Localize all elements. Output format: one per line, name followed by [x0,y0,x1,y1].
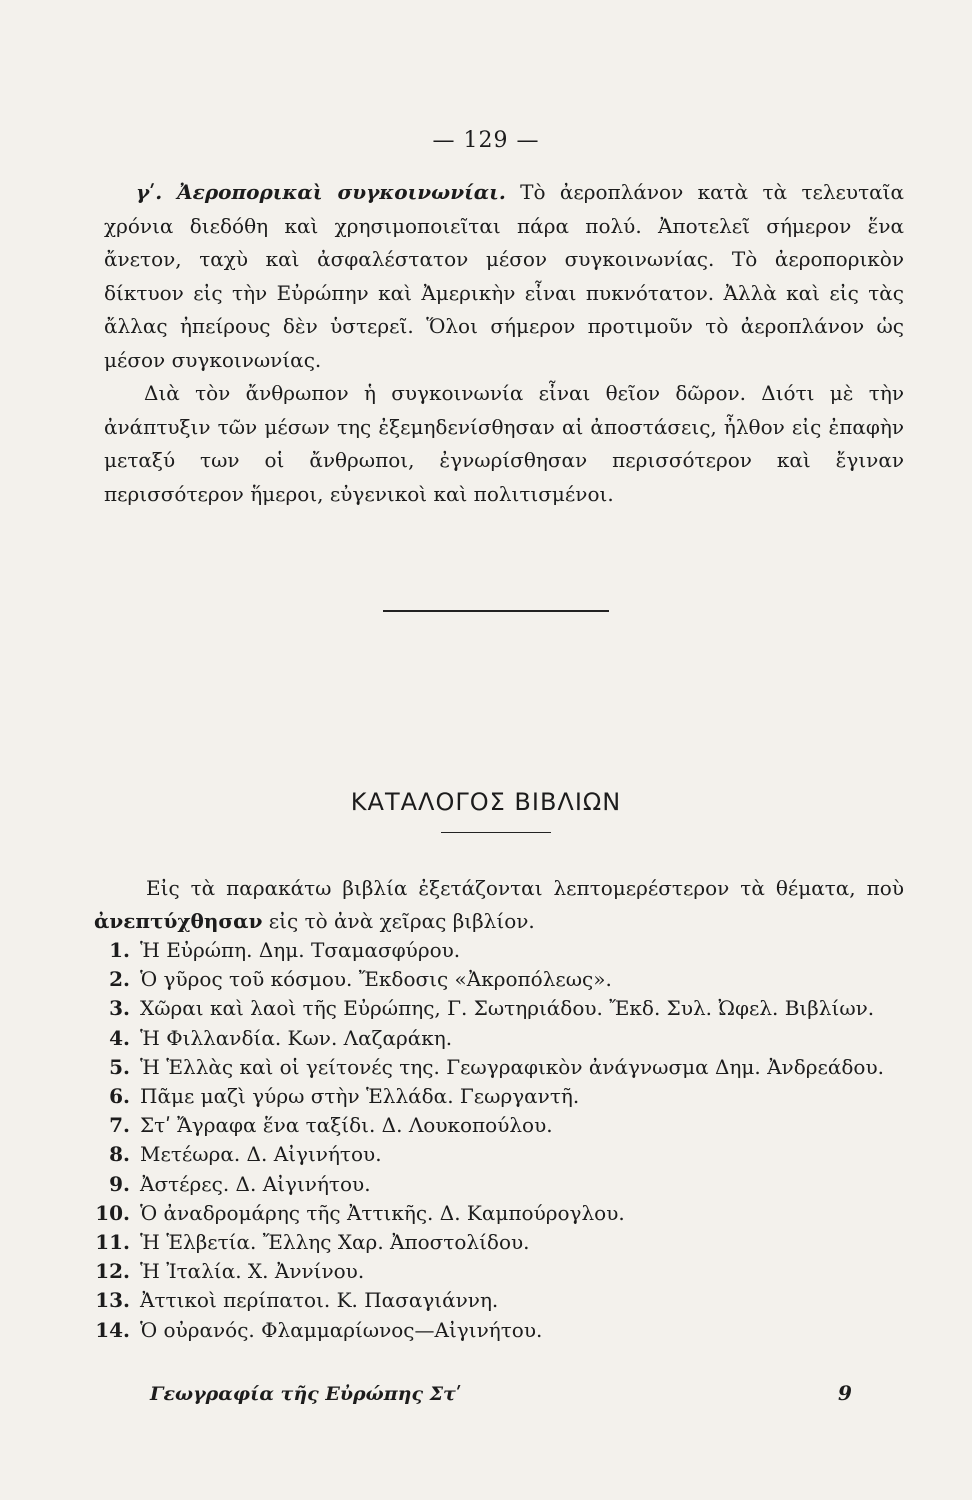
paragraph-1 [104,176,904,377]
list-item-text: Στʹ Ἄγραφα ἕνα ταξίδι. Δ. Λουκοπούλου. [140,1113,553,1138]
list-item [94,1053,904,1082]
list-item-number: 9. [109,1171,130,1196]
list-item-text: Μετέωρα. Δ. Αἰγινήτου. [140,1142,382,1167]
list-item-number: 8. [109,1142,130,1167]
list-item-number: 12. [95,1259,130,1284]
list-item-text: Ἡ Ἑλβετία. Ἔλλης Χαρ. Ἀποστολίδου. [140,1230,530,1255]
list-item [94,1199,904,1228]
catalog-intro-bold: ἀνεπτύχθησαν [94,909,263,933]
catalog-title: ΚΑΤΑΛΟΓΟΣ ΒΙΒΛΙΩΝ [350,788,622,816]
list-item-text: Ἀττικοὶ περίπατοι. Κ. Πασαγιάννη. [140,1288,499,1313]
list-item-text: Ἡ Εὐρώπη. Δημ. Τσαμασφύρου. [140,938,461,962]
page-number: — 129 — [432,128,540,153]
list-item [94,1316,904,1345]
list-item-number: 2. [109,967,130,992]
section-air-transport [104,176,904,511]
list-item-text: Χῶραι καὶ λαοὶ τῆς Εὐρώπης, Γ. Σωτηριάδου. Ἔκδ. Συλ. Ὠφελ. Βιβλίων. [140,996,875,1021]
list-item-text: Ἡ Φιλλανδία. Κων. Λαζαράκη. [140,1025,453,1050]
catalog-intro [94,872,904,938]
list-item-number: 10. [95,1200,130,1225]
list-item [94,994,904,1023]
book-list [94,936,904,1345]
section-heading: γʹ. Ἀεροπορικαὶ συγκοινωνίαι. [136,180,506,204]
list-item-text: Ἡ Ἑλλὰς καὶ οἱ γείτονές της. Γεωγραφικὸν ἀνάγνωσμα Δημ. Ἀνδρεάδου. [140,1054,884,1079]
list-item [94,1286,904,1315]
section-divider [383,610,609,612]
list-item [94,1111,904,1140]
list-item-number: 7. [109,1113,130,1138]
catalog-intro-end: εἰς τὸ ἀνὰ χεῖρας βιβλίον. [262,909,535,933]
signature-mark: 9 [838,1381,852,1405]
list-item-text: Πᾶμε μαζὶ γύρω στὴν Ἑλλάδα. Γεωργαντῆ. [140,1084,580,1109]
list-item [94,1170,904,1199]
list-item-text: Ἡ Ἰταλία. Χ. Ἀννίνου. [140,1259,365,1284]
list-item [94,965,904,994]
list-item-number: 1. [109,938,130,962]
list-item-number: 5. [109,1054,130,1079]
list-item [94,1140,904,1169]
list-item-number: 4. [109,1025,130,1050]
list-item-number: 13. [95,1288,130,1313]
list-item-text: Ὁ γῦρος τοῦ κόσμου. Ἔκδοσις «Ἀκροπόλεως». [140,967,612,992]
paragraph-2: Διὰ τὸν ἄνθρωπον ἡ συγκοινωνία εἶναι θεῖον δῶρον. Διότι μὲ τὴν ἀνάπτυξιν τῶν μέσων της ἐξεμηδενίσθησαν αἱ ἀποστάσεις, ἦλθον εἰς ἐπαφὴν μεταξύ των οἱ ἄνθρωποι, ἐγνωρίσθησαν περισσότερον καὶ ἔγιναν περισσότερον ἥμεροι, εὐγενικοὶ καὶ πολιτισμένοι. [104,381,904,506]
list-item [94,1228,904,1257]
list-item-number: 6. [109,1084,130,1109]
list-item-number: 3. [109,996,130,1021]
list-item-number: 11. [95,1230,130,1255]
list-item [94,1257,904,1286]
footer-book-title: Γεωγραφία τῆς Εὐρώπης Στʹ [150,1383,462,1405]
paragraph-1-text: Τὸ ἀεροπλάνον κατὰ τὰ τελευταῖα χρόνια διεδόθη καὶ χρησιμοποιεῖται πάρα πολύ. Ἀποτελεῖ σήμερον ἕνα ἄνετον, ταχὺ καὶ ἀσφαλέστατον μέσον συγκοινωνίας. Τὸ ἀεροπορικὸν δίκτυον εἰς τὴν Εὐρώπην καὶ Ἀμερικὴν εἶναι πυκνότατον. Ἀλλὰ καὶ εἰς τὰς ἄλλας ἠπείρους δὲν ὑστερεῖ. Ὅλοι σήμερον προτιμοῦν τὸ ἀεροπλάνον ὡς μέσον συγκοινωνίας. [104,180,904,372]
list-item-text: Ἀστέρες. Δ. Αἰγινήτου. [140,1171,371,1196]
list-item [94,1082,904,1111]
list-item [94,936,904,965]
list-item-number: 14. [95,1317,130,1342]
catalog-title-underline [441,832,551,833]
list-item-text: Ὁ οὐρανός. Φλαμμαρίωνος—Αἰγινήτου. [140,1317,543,1342]
list-item [94,1024,904,1053]
catalog-intro-start: Εἰς τὰ παρακάτω βιβλία ἐξετάζονται λεπτομερέστερον τὰ θέματα, ποὺ [146,876,904,900]
list-item-text: Ὁ ἀναδρομάρης τῆς Ἀττικῆς. Δ. Καμπούρογλου. [140,1200,625,1225]
